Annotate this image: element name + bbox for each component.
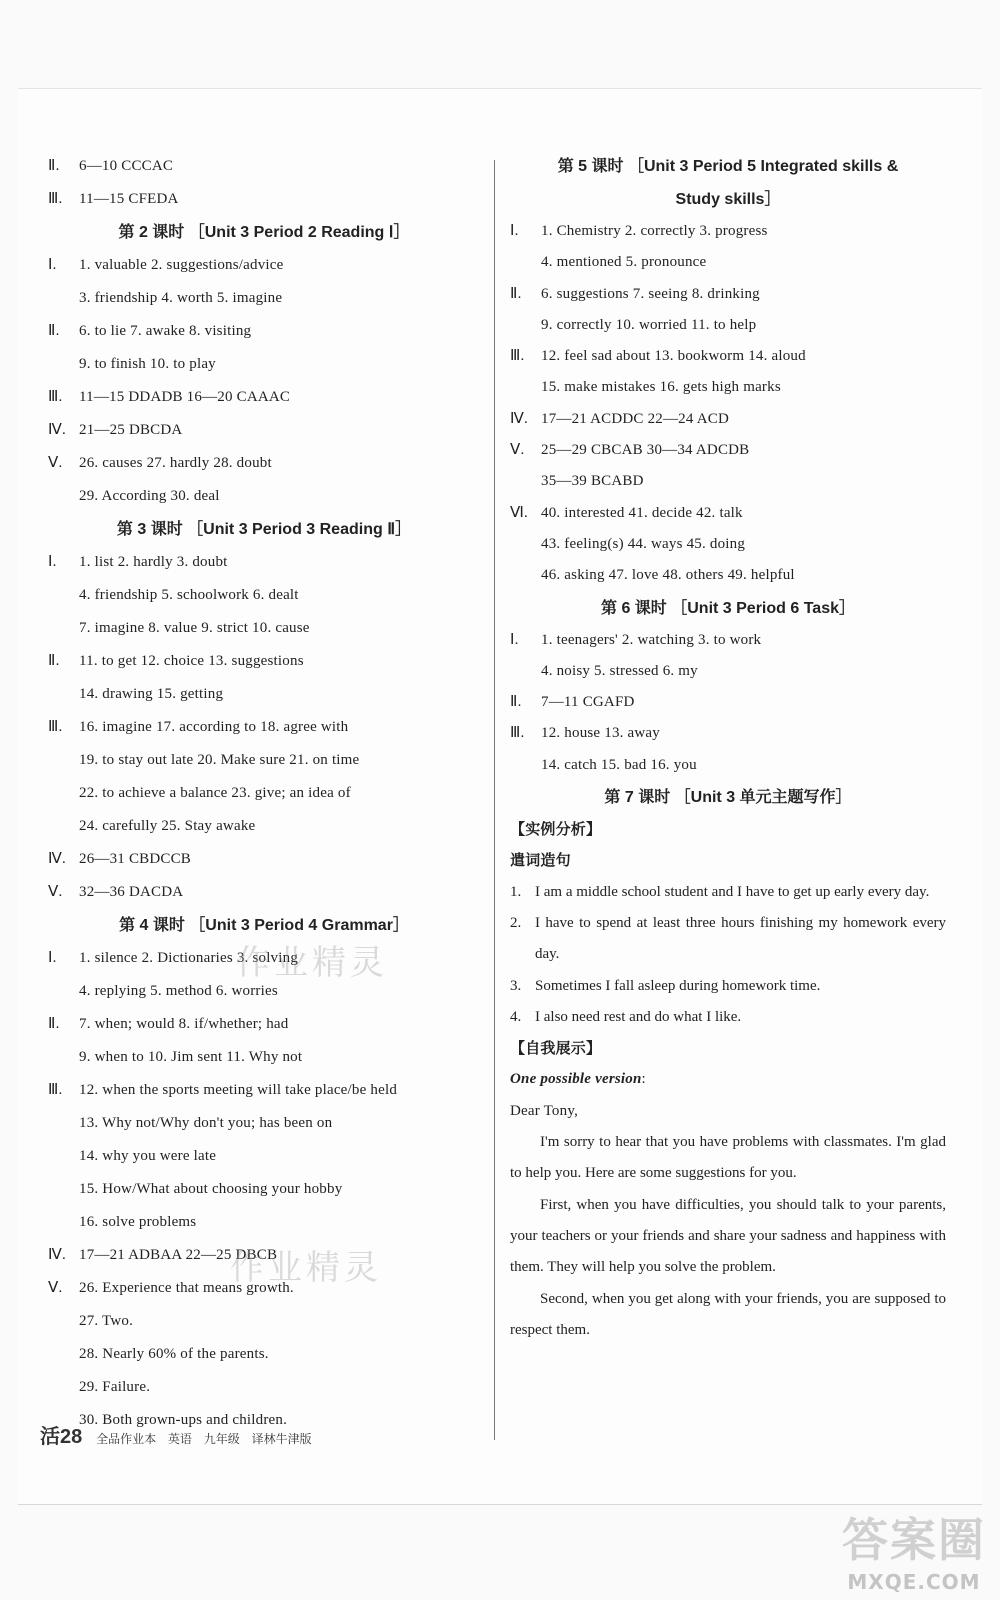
answer-line <box>48 1074 480 1107</box>
answer-text: 29. According 30. deal <box>79 488 220 504</box>
section-numeral: Ⅲ. <box>48 191 63 207</box>
answer-line <box>48 645 480 678</box>
sentence-text: I am a middle school student and I have to get up early every day. <box>535 883 930 900</box>
answer-line <box>48 1008 480 1041</box>
section-numeral: Ⅲ. <box>48 1082 63 1098</box>
edition: 译林牛津版 <box>251 1432 312 1446</box>
answer-line <box>48 150 480 183</box>
book-title: 全品作业本 <box>96 1432 157 1446</box>
answer-line <box>48 480 480 513</box>
answer-line <box>48 711 480 744</box>
letter-greeting: Dear Tony, <box>510 1102 579 1119</box>
section-numeral: Ⅲ. <box>48 719 63 735</box>
section-numeral: Ⅳ. <box>510 410 528 427</box>
site-logo-text: 答案圈 <box>842 1513 986 1567</box>
answer-line <box>48 1173 480 1206</box>
section-numeral: Ⅰ. <box>48 950 57 966</box>
answer-text: 16. solve problems <box>79 1214 197 1230</box>
version-colon: : <box>641 1071 646 1088</box>
answer-line <box>510 372 946 403</box>
answer-text: 7. imagine 8. value 9. strict 10. cause <box>79 620 310 636</box>
answer-line <box>510 718 946 749</box>
answer-line <box>48 1371 480 1404</box>
section-numeral: Ⅰ. <box>48 257 57 273</box>
answer-text: 17—21 ACDDC 22—24 ACD <box>541 410 729 427</box>
answer-line <box>510 529 946 560</box>
answer-text: 4. friendship 5. schoolwork 6. dealt <box>79 587 299 603</box>
sentence-text: I have to spend at least three hours finishing my homework every day. <box>535 914 946 963</box>
answer-text: 46. asking 47. love 48. others 49. helpful <box>541 567 795 584</box>
lesson-heading: 第 5 课时 ［Unit 3 Period 5 Integrated skills & <box>557 158 899 175</box>
section-numeral: Ⅳ. <box>48 851 66 867</box>
answer-text: 32—36 DACDA <box>79 884 184 900</box>
answer-text: 14. catch 15. bad 16. you <box>541 756 697 773</box>
answer-line <box>48 1206 480 1239</box>
answer-text: 29. Failure. <box>79 1379 151 1395</box>
answer-text: 12. when the sports meeting will take place/be held <box>79 1082 398 1098</box>
answer-text: 35—39 BCABD <box>541 473 644 490</box>
section-numeral: Ⅲ. <box>48 389 63 405</box>
column-divider <box>494 160 495 1440</box>
answer-text: 3. friendship 4. worth 5. imagine <box>79 290 283 306</box>
section-numeral: Ⅳ. <box>48 422 66 438</box>
answer-line <box>510 750 946 781</box>
section-show-title: 【自我展示】 <box>510 1040 602 1058</box>
answer-text: 30. Both grown-ups and children. <box>79 1412 288 1428</box>
answer-line <box>48 744 480 777</box>
lesson-heading: 第 3 课时 ［Unit 3 Period 3 Reading Ⅱ］ <box>116 521 412 538</box>
lesson-heading: Study skills］ <box>675 191 781 208</box>
section-sentences-title: 遣词造句 <box>510 852 571 870</box>
grade: 九年级 <box>203 1432 240 1446</box>
answer-line <box>48 1107 480 1140</box>
answer-text: 11—15 CFEDA <box>79 191 179 207</box>
section-numeral: Ⅱ. <box>48 1016 60 1032</box>
answer-line <box>510 687 946 718</box>
section-numeral: Ⅰ. <box>510 631 519 648</box>
page-footer <box>40 1420 320 1449</box>
answer-line <box>510 498 946 529</box>
answer-text: 9. when to 10. Jim sent 11. Why not <box>79 1049 303 1065</box>
section-numeral: Ⅱ. <box>48 158 60 174</box>
answer-text: 13. Why not/Why don't you; has been on <box>79 1115 333 1131</box>
section-numeral: Ⅴ. <box>48 884 63 900</box>
answer-line <box>48 1338 480 1371</box>
answer-line <box>48 414 480 447</box>
letter-paragraph: Second, when you get along with your friends, you are supposed to respect them. <box>510 1290 946 1338</box>
answer-text: 7. when; would 8. if/whether; had <box>79 1016 289 1032</box>
section-numeral: Ⅱ. <box>510 285 522 302</box>
sentence-number: 1. <box>510 883 522 900</box>
lesson-heading: 第 4 课时 ［Unit 3 Period 4 Grammar］ <box>119 917 409 934</box>
answer-line <box>510 656 946 687</box>
answer-text: 1. valuable 2. suggestions/advice <box>79 257 284 273</box>
answer-line <box>48 810 480 843</box>
answer-line <box>510 247 946 278</box>
answer-line <box>48 843 480 876</box>
right-column <box>510 150 946 1346</box>
sentence-number: 2. <box>510 914 522 931</box>
answer-line <box>48 678 480 711</box>
answer-line <box>48 183 480 216</box>
answer-text: 12. feel sad about 13. bookworm 14. aloud <box>541 348 806 365</box>
answer-text: 21—25 DBCDA <box>79 422 183 438</box>
answer-text: 7—11 CGAFD <box>541 694 635 711</box>
answer-text: 9. correctly 10. worried 11. to help <box>541 316 757 333</box>
section-numeral: Ⅵ. <box>510 504 528 521</box>
answer-text: 22. to achieve a balance 23. give; an idea of <box>79 785 351 801</box>
version-label <box>510 1064 946 1095</box>
answer-line <box>510 560 946 591</box>
letter-paragraph: I'm sorry to hear that you have problems with classmates. I'm glad to help you. Here are some suggestions for you. <box>510 1134 946 1182</box>
subject: 英语 <box>167 1432 192 1446</box>
section-numeral: Ⅰ. <box>48 554 57 570</box>
answer-text: 26. Experience that means growth. <box>79 1280 294 1296</box>
section-numeral: Ⅰ. <box>510 223 519 239</box>
answer-text: 27. Two. <box>79 1313 134 1329</box>
sentence-item <box>510 877 946 908</box>
answer-text: 40. interested 41. decide 42. talk <box>541 504 743 521</box>
answer-line <box>48 1305 480 1338</box>
section-numeral: Ⅴ. <box>48 455 63 471</box>
answer-text: 6—10 CCCAC <box>79 158 174 174</box>
sentence-item <box>510 1002 946 1033</box>
section-numeral: Ⅳ. <box>48 1247 66 1263</box>
site-logo-url: MXQE.COM <box>847 1570 981 1594</box>
answer-text: 26. causes 27. hardly 28. doubt <box>79 455 272 471</box>
answer-line <box>48 1140 480 1173</box>
answer-line <box>510 310 946 341</box>
answer-line <box>510 404 946 435</box>
answer-line <box>48 348 480 381</box>
page-number: 活28 <box>40 1426 83 1448</box>
answer-text: 17—21 ADBAA 22—25 DBCB <box>79 1247 278 1263</box>
answer-text: 19. to stay out late 20. Make sure 21. on time <box>79 752 360 768</box>
answer-text: 25—29 CBCAB 30—34 ADCDB <box>541 442 750 459</box>
answer-text: 4. replying 5. method 6. worries <box>79 983 278 999</box>
answer-line <box>510 466 946 497</box>
answer-text: 26—31 CBDCCB <box>79 851 192 867</box>
site-logo <box>842 1504 986 1594</box>
answer-text: 28. Nearly 60% of the parents. <box>79 1346 269 1362</box>
answer-line <box>48 381 480 414</box>
lesson-heading: 第 7 课时 ［Unit 3 单元主题写作］ <box>604 789 852 807</box>
answer-line <box>48 315 480 348</box>
answer-text: 15. make mistakes 16. gets high marks <box>541 379 781 396</box>
lesson-heading: 第 2 课时 ［Unit 3 Period 2 Reading Ⅰ］ <box>118 224 410 241</box>
answer-text: 11—15 DDADB 16—20 CAAAC <box>79 389 291 405</box>
answer-line <box>510 625 946 656</box>
section-numeral: Ⅱ. <box>48 653 60 669</box>
answer-line <box>510 279 946 310</box>
section-numeral: Ⅱ. <box>510 694 522 711</box>
answer-line <box>48 1041 480 1074</box>
answer-text: 9. to finish 10. to play <box>79 356 216 372</box>
answer-line <box>48 612 480 645</box>
answer-text: 1. silence 2. Dictionaries 3. solving <box>79 950 299 966</box>
sentence-text: Sometimes I fall asleep during homework time. <box>535 977 821 994</box>
answer-text: 1. teenagers' 2. watching 3. to work <box>541 631 762 648</box>
answer-text: 12. house 13. away <box>541 725 660 742</box>
letter-body <box>510 1127 946 1346</box>
answer-text: 14. why you were late <box>79 1148 217 1164</box>
version-label-text: One possible version <box>510 1071 642 1088</box>
answer-text: 6. to lie 7. awake 8. visiting <box>79 323 252 339</box>
sentence-number: 4. <box>510 1008 522 1025</box>
answer-text: 6. suggestions 7. seeing 8. drinking <box>541 285 760 302</box>
watermark: 作业精灵 <box>230 1248 382 1288</box>
letter-paragraph: First, when you have difficulties, you should talk to your parents, your teachers or your friends and share your sadness and happiness with them. They will help you solve the problem. <box>510 1196 946 1276</box>
answer-text: 1. list 2. hardly 3. doubt <box>79 554 228 570</box>
answer-line <box>48 282 480 315</box>
answer-text: 15. How/What about choosing your hobby <box>79 1181 343 1197</box>
sentence-text: I also need rest and do what I like. <box>535 1008 742 1025</box>
answer-line <box>510 216 946 247</box>
section-numeral: Ⅲ. <box>510 348 525 365</box>
sentence-item <box>510 971 946 1002</box>
sentence-number: 3. <box>510 977 522 994</box>
section-numeral: Ⅱ. <box>48 323 60 339</box>
answer-line <box>48 876 480 909</box>
answer-line <box>48 579 480 612</box>
lesson-heading: 第 6 课时 ［Unit 3 Period 6 Task］ <box>601 599 855 617</box>
section-numeral: Ⅴ. <box>48 1280 63 1296</box>
answer-text: 43. feeling(s) 44. ways 45. doing <box>541 535 746 552</box>
answer-text: 4. mentioned 5. pronounce <box>541 254 707 271</box>
sentence-item <box>510 908 946 971</box>
answer-line <box>48 249 480 282</box>
answer-line <box>48 777 480 810</box>
answer-text: 1. Chemistry 2. correctly 3. progress <box>541 223 768 239</box>
answer-text: 16. imagine 17. according to 18. agree with <box>79 719 349 735</box>
answer-line <box>510 341 946 372</box>
section-numeral: Ⅴ. <box>510 442 525 459</box>
answer-text: 14. drawing 15. getting <box>79 686 224 702</box>
answer-text: 24. carefully 25. Stay awake <box>79 818 256 834</box>
sentence-list <box>510 877 946 1033</box>
answer-text: 11. to get 12. choice 13. suggestions <box>79 653 304 669</box>
answer-line <box>48 447 480 480</box>
section-numeral: Ⅲ. <box>510 725 525 742</box>
section-example-title: 【实例分析】 <box>510 821 602 839</box>
watermark: 作业精灵 <box>236 943 388 983</box>
answer-line <box>48 546 480 579</box>
answer-line <box>510 435 946 466</box>
answer-text: 4. noisy 5. stressed 6. my <box>541 662 698 679</box>
